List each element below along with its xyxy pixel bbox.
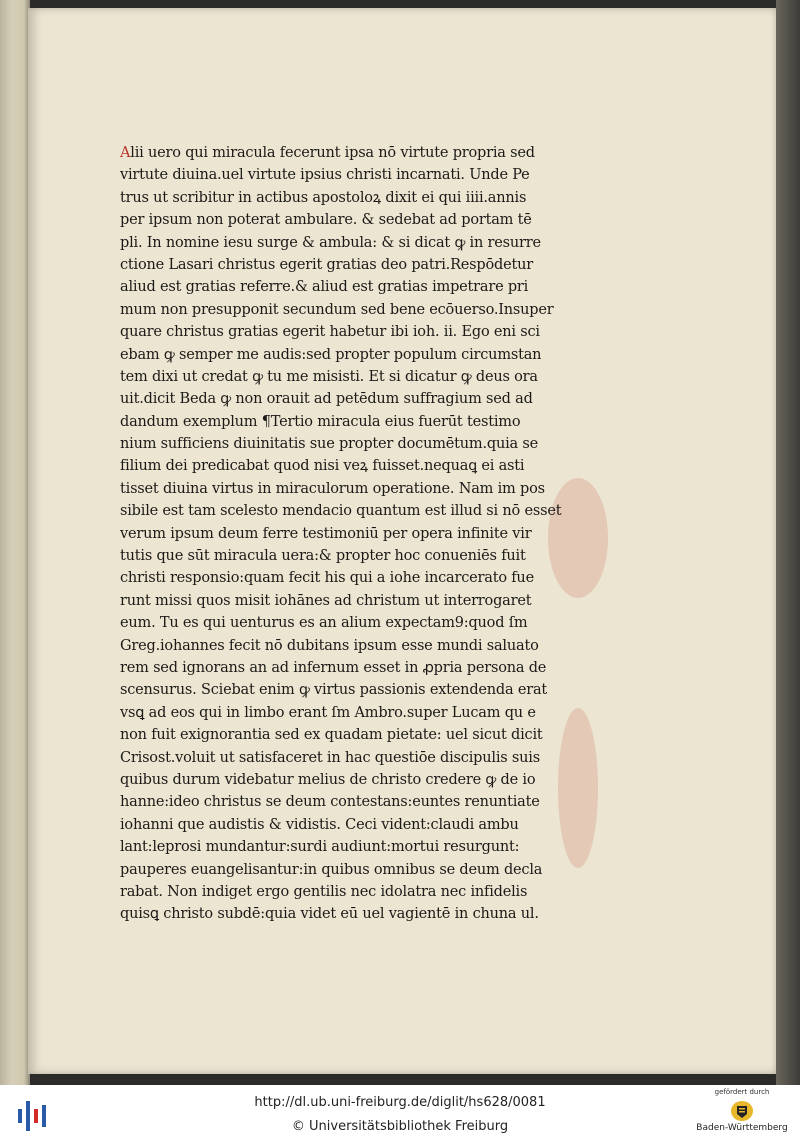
text-line: pli. In nomine iesu surge & ambula: & si dicat ꝙ in resurre xyxy=(120,234,541,251)
text-line: per ipsum non poterat ambulare. & sedebat ad portam tē xyxy=(120,212,532,229)
text-line: quare christus gratias egerit habetur ibi ioh. ii. Ego eni sci xyxy=(120,324,540,341)
text-line: Alii uero qui miracula fecerunt ipsa nō virtute propria sed xyxy=(120,145,535,161)
text-line: filium dei predicabat quod nisi veꝝ fuisset.nequaꝗ ei asti xyxy=(120,458,525,475)
text-line: lant:leprosi mundantur:surdi audiunt:mortui resurgunt: xyxy=(120,839,520,856)
text-line: mum non presupponit secundum sed bene ecōuerso.Insuper xyxy=(120,301,554,318)
text-line: scensurus. Sciebat enim ꝙ virtus passionis extendenda erat xyxy=(120,682,548,699)
sponsor-name: Baden-Württemberg xyxy=(696,1123,788,1133)
sponsor-caption: gefördert durch xyxy=(714,1088,770,1096)
right-scan-edge xyxy=(776,0,800,1085)
text-line: non fuit exignorantia sed ex quadam pietate: uel sicut dicit xyxy=(120,727,543,744)
text-line: eum. Tu es qui uenturus es an alium expectam9:quod ſm xyxy=(120,615,528,632)
text-line: aliud est gratias referre.& aliud est gratias impetrare pri xyxy=(120,279,529,296)
text-line: verum ipsum deum ferre testimoniū per opera infinite vir xyxy=(120,525,532,542)
copyright-notice: © Universitätsbibliothek Freiburg xyxy=(291,1119,509,1134)
text-line: vsꝗ ad eos qui in limbo erant ſm Ambro.super Lucam qu e xyxy=(120,704,536,721)
text-line: trus ut scribitur in actibus apostoloꝝ dixit ei qui iiii.annis xyxy=(120,189,527,206)
text-line: hanne:ideo christus se deum contestans:euntes renuntiate xyxy=(120,794,540,811)
left-page-edge xyxy=(0,0,30,1085)
viewer-footer xyxy=(0,1085,800,1142)
rubricated-initial: A xyxy=(120,145,131,161)
text-line: quibus durum videbatur melius de christo credere ꝙ de io xyxy=(120,771,536,788)
text-line: rem sed ignorans an ad infernum esset in ꝓpria persona de xyxy=(120,659,547,676)
text-line: ebam ꝙ semper me audis:sed propter populum circumstan xyxy=(120,346,542,363)
text-line: runt missi quos misit iohānes ad christum ut interrogaret xyxy=(120,592,532,609)
text-line: dandum exemplum ¶Tertio miracula eius fuerūt testimo xyxy=(120,413,521,430)
text-line: tutis que sūt miracula uera:& propter hoc conueniēs fuit xyxy=(120,548,526,565)
coat-of-arms-icon xyxy=(730,1100,754,1122)
text-line: ctione Lasari christus egerit gratias deo patri.Respōdetur xyxy=(120,256,533,273)
text-line: Greg.iohannes fecit nō dubitans ipsum esse mundi saluato xyxy=(120,637,539,654)
text-line: tisset diuina virtus in miraculorum operatione. Nam im pos xyxy=(120,480,545,497)
text-column xyxy=(120,142,600,926)
text-line: uit.dicit Beda ꝙ non orauit ad petēdum suffragium sed ad xyxy=(120,391,533,408)
text-line: sibile est tam scelesto mendacio quantum est illud si nō esset xyxy=(120,503,562,520)
page-url[interactable]: http://dl.ub.uni-freiburg.de/diglit/hs628/0081 xyxy=(254,1095,546,1110)
text-line: nium sufficiens diuinitatis sue propter documētum.quia se xyxy=(120,436,539,453)
text-line: rabat. Non indiget ergo gentilis nec idolatra nec infidelis xyxy=(120,883,528,900)
sponsor-badge xyxy=(694,1088,790,1140)
text-line: tem dixi ut credat ꝙ tu me misisti. Et si dicatur ꝙ deus ora xyxy=(120,368,538,385)
text-line: iohanni que audistis & vidistis. Ceci vident:claudi ambu xyxy=(120,816,519,833)
text-line: pauperes euangelisantur:in quibus omnibus se deum decla xyxy=(120,861,543,878)
text-line: Crisost.voluit ut satisfaceret in hac questiōe discipulis suis xyxy=(120,749,540,766)
text-line: virtute diuina.uel virtute ipsius christi incarnati. Unde Pe xyxy=(120,167,530,184)
text-line: christi responsio:quam fecit his qui a iohe incarcerato fue xyxy=(120,570,534,587)
text-line: quisꝗ christo subdē:quia videt eū uel vagientē in chuna ul. xyxy=(120,906,539,923)
